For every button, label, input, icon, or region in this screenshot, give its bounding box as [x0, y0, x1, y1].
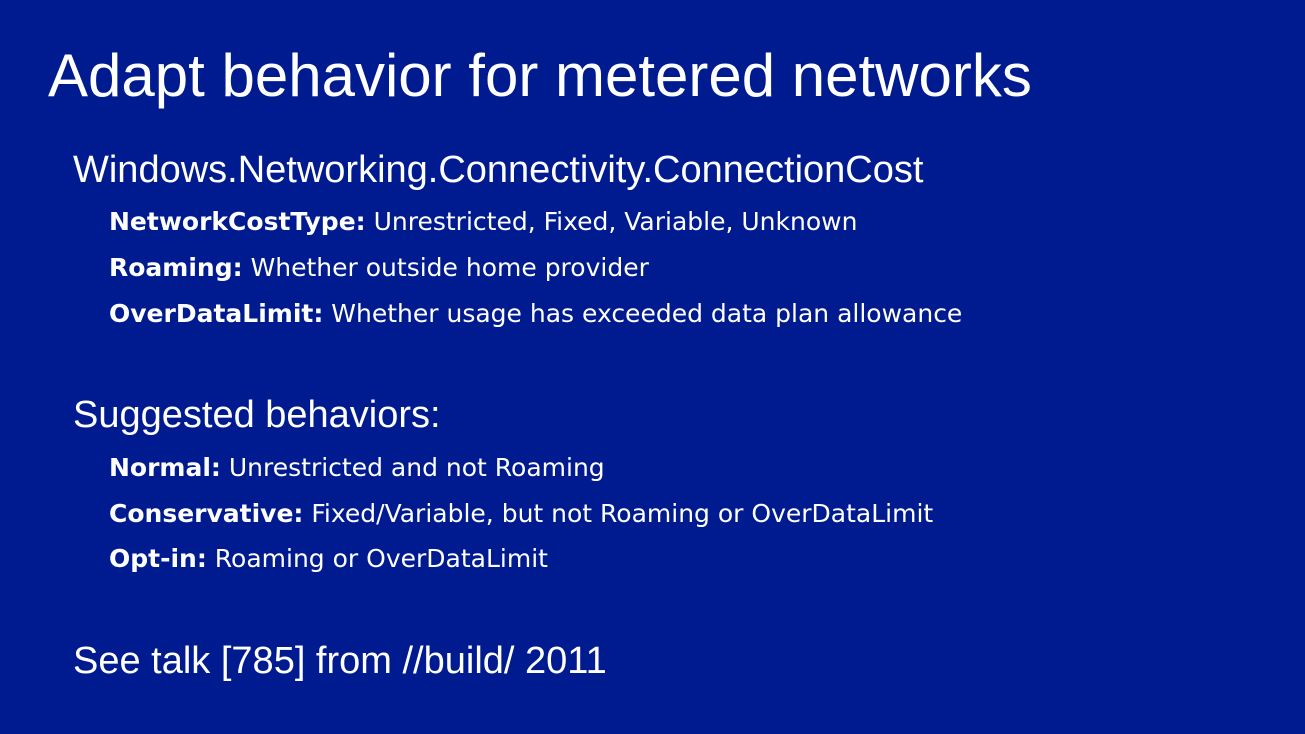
bullet-over-data-limit: [109, 297, 962, 331]
bullet-term: Opt-in:: [109, 544, 207, 573]
bullet-term: Roaming:: [109, 253, 243, 282]
section-heading-see-talk: See talk [785] from //build/ 2011: [73, 640, 607, 682]
section-heading-connection-cost: Windows.Networking.Connectivity.ConnectionCost: [73, 149, 924, 191]
bullet-text: Whether usage has exceeded data plan allowance: [331, 299, 963, 328]
bullet-text: Unrestricted and not Roaming: [228, 453, 605, 482]
bullet-network-cost-type: [109, 205, 857, 239]
section-heading-suggested-behaviors: Suggested behaviors:: [73, 394, 441, 436]
bullet-text: Roaming or OverDataLimit: [214, 544, 548, 573]
bullet-opt-in: [109, 542, 548, 576]
bullet-conservative: [109, 497, 933, 531]
bullet-term: Conservative:: [109, 499, 304, 528]
bullet-term: OverDataLimit:: [109, 299, 324, 328]
slide-title: Adapt behavior for metered networks: [48, 42, 1032, 109]
bullet-text: Fixed/Variable, but not Roaming or OverDataLimit: [311, 499, 934, 528]
bullet-term: NetworkCostType:: [109, 207, 366, 236]
bullet-term: Normal:: [109, 453, 221, 482]
bullet-text: Unrestricted, Fixed, Variable, Unknown: [373, 207, 858, 236]
bullet-text: Whether outside home provider: [250, 253, 649, 282]
bullet-roaming: [109, 251, 649, 285]
bullet-normal: [109, 451, 605, 485]
